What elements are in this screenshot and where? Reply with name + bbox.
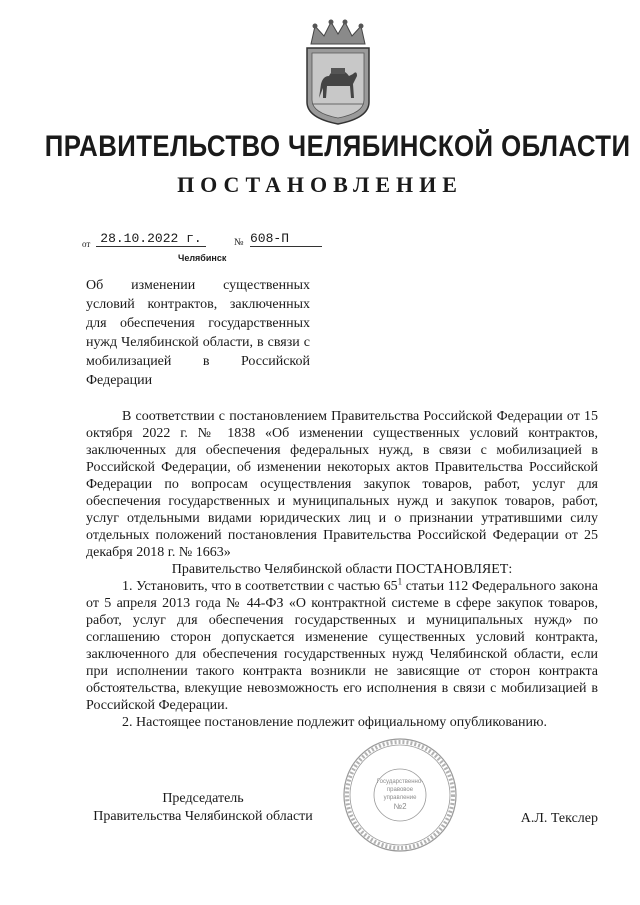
stamp-line-4: №2 [393,802,407,811]
document-number: 608-П [250,231,322,247]
stamp-line-3: управление [383,795,417,801]
number-label: № [234,237,244,248]
item-1-superscript: 1 [397,576,403,587]
item-1-rest: статьи 112 Федерального закона от 5 апреля 2013 года № 44-ФЗ «О контрактной системе в сфере закупок товаров, работ, услуг для обеспечения государственных и муниципальных нужд» по соглашению сторон допускается изменение существенных условий контракта, заключенного для обеспечения государственных нужд Челябинской области, если при исполнении такого контракта возникли не зависящие от сторон контракта обстоятельства, влекущие невозможность его исполнения в связи с мобилизацией в Российской Федерации. [86,579,598,713]
position-line-2: Правительства Челябинской области [93,809,313,824]
paragraph-decree: Правительство Челябинской области ПОСТАНОВЛЯЕТ: [171,562,513,577]
document-subject: Об изменении существенных условий контрактов, заключенных для обеспечения государственных нужд Челябинской области, в связи с мобилизацией в Российской Федерации [86,278,310,388]
government-title: ПРАВИТЕЛЬСТВО ЧЕЛЯБИНСКОЙ ОБЛАСТИ [44,130,631,163]
document-type: ПОСТАНОВЛЕНИЕ [177,172,463,197]
document-date: 28.10.2022 г. [96,231,206,247]
paragraph-item-2: 2. Настоящее постановление подлежит официальному опубликованию. [122,715,547,730]
coat-of-arms-emblem [297,18,379,126]
signatory-name: А.Л. Текслер [520,811,598,826]
document-body [86,408,598,731]
city-name: Челябинск [178,253,227,263]
date-number-row [82,229,322,253]
signature-block [86,790,598,840]
signatory-position [86,790,320,826]
stamp-line-1: Государственно- [376,779,424,785]
position-line-1: Председатель [162,791,244,806]
date-prefix: от [82,239,91,249]
paragraph-item-1 [86,578,598,714]
stamp-line-2: правовое [386,787,414,793]
paragraph-preamble: В соответствии с постановлением Правительства Российской Федерации от 15 октября 2022 г. № 1838 «Об изменении существенных условий контрактов, заключенных для обеспечения федеральных нужд, в связи с мобилизацией в Российской Федерации, об изменении некоторых актов Правительства Российской Федерации по вопросам осуществления закупок товаров, работ, услуг для обеспечения государственных и муниципальных нужд и закупок товаров, работ, услуг отдельными видами юридических лиц и о признании утратившими силу отдельных положений постановления Правительства Российской Федерации от 25 декабря 2018 г. № 1663» [86,409,598,560]
item-1-start: 1. Установить, что в соответствии с частью 65 [122,579,398,594]
